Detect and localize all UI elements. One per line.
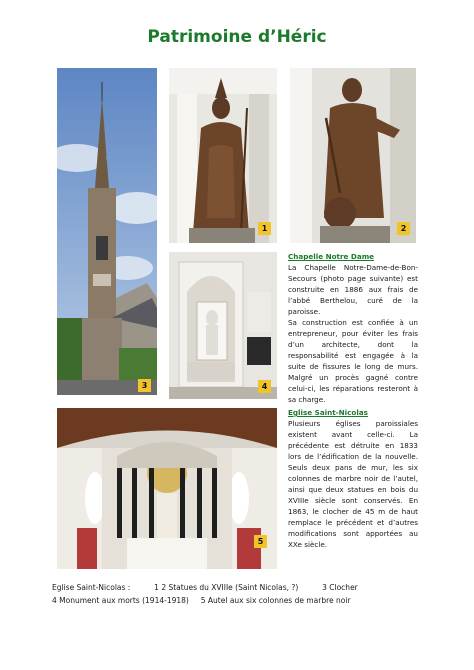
chapelle-paragraph-2: Sa construction est confiée à un entrepreneur, pour éviter les frais d’un architecte, dont la responsabilité est engagée à la suite de fissures le long de murs. Malgré un procès gagné contre celui-ci, les réparations resteront à sa charge.: [288, 318, 418, 404]
statue-photo-1: [169, 68, 277, 243]
photo-badge-5: 5: [254, 535, 267, 548]
statue-photo-2: [290, 68, 416, 243]
photo-badge-2: 2: [397, 222, 410, 235]
eglise-paragraph: Plusieurs églises paroissiales existent avant celle-ci. La précédente est détruite en 1833 lors de l’édification de la nouvelle. Seuls deux pans de mur, les six colonnes de marbre noir de l’autel, ainsi que deux statues en bois du XVIIIe siècle sont conservés. En 1863, le clocher de 45 m de haut remplace le précédent et d’autres modifications sont apportées au XXe siècle.: [288, 419, 418, 549]
altar-photo: [57, 408, 277, 569]
photo-badge-3: 3: [138, 379, 151, 392]
page-title: Patrimoine d’Héric: [147, 27, 327, 47]
chapelle-heading: Chapelle Notre Dame: [288, 252, 375, 261]
caption-line-1: Eglise Saint-Nicolas : 1 2 Statues du XVIIIe (Saint Nicolas, ?) 3 Clocher: [52, 583, 358, 592]
war-memorial-photo: [169, 252, 277, 399]
eglise-section: [288, 407, 418, 550]
chapelle-section: [288, 251, 418, 405]
caption-line-2: 4 Monument aux morts (1914-1918) 5 Autel aux six colonnes de marbre noir: [52, 596, 351, 605]
photo-badge-4: 4: [258, 380, 271, 393]
eglise-heading: Eglise Saint-Nicolas: [288, 408, 368, 417]
chapelle-paragraph-1: La Chapelle Notre-Dame-de-Bon-Secours (photo page suivante) est construite en 1886 aux frais de l’abbé Berthelou, curé de la paroisse.: [288, 263, 418, 316]
bell-tower-photo: [57, 68, 157, 395]
photo-badge-1: 1: [258, 222, 271, 235]
